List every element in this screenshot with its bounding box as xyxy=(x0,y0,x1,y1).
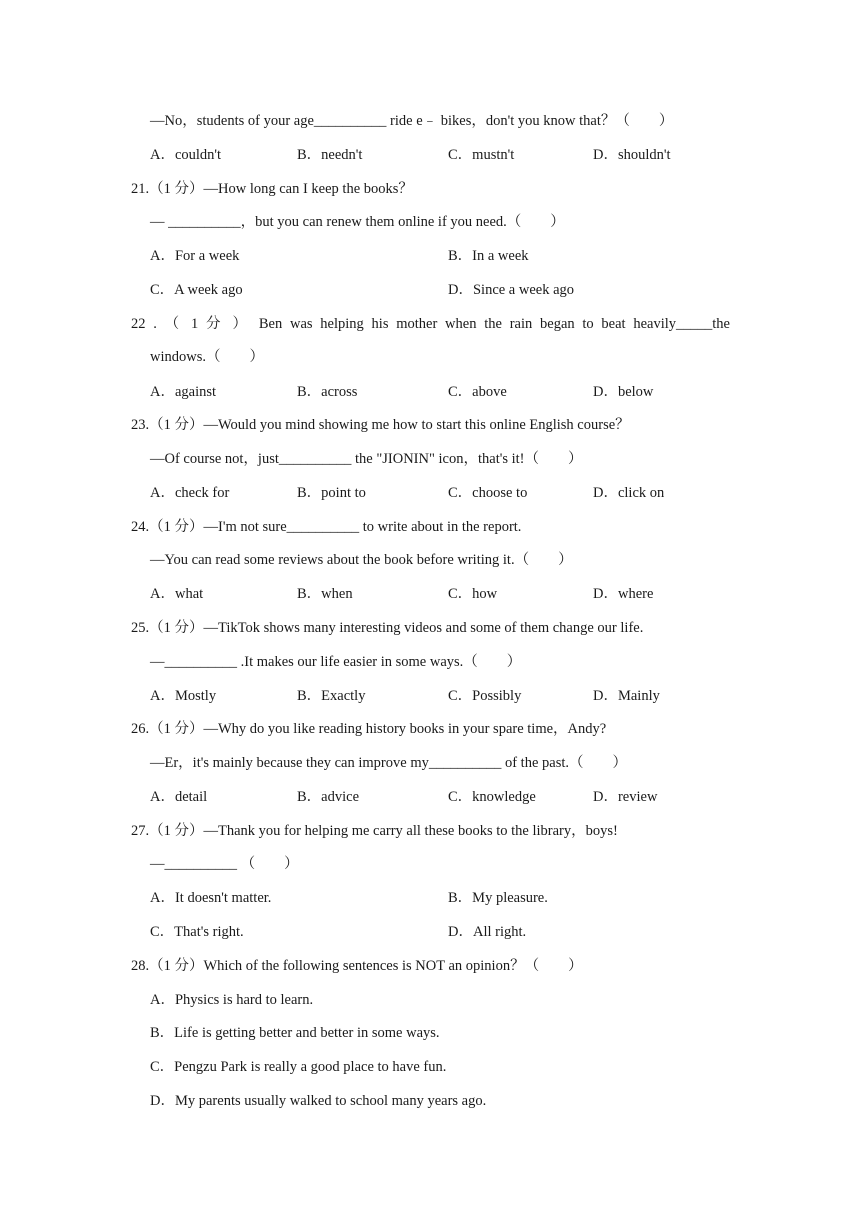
q24-option-b[interactable]: B．when xyxy=(297,586,353,602)
q21-stem-line2: — __________，but you can renew them online if you need.（ ） xyxy=(150,214,565,230)
q23-option-a[interactable]: A．check for xyxy=(150,485,230,501)
q21-option-a[interactable]: A．For a week xyxy=(150,248,240,264)
q24-stem-line2: —You can read some reviews about the book before writing it.（ ） xyxy=(150,552,573,568)
q27-option-c[interactable]: C．That's right. xyxy=(150,924,244,940)
q25-stem-line2: —__________ .It makes our life easier in some ways.（ ） xyxy=(150,654,522,670)
q21-option-d[interactable]: D．Since a week ago xyxy=(448,282,575,298)
q26-option-b[interactable]: B．advice xyxy=(297,789,360,805)
q20-option-b[interactable]: B．needn't xyxy=(297,147,363,163)
q25-stem: 25.（1 分）—TikTok shows many interesting videos and some of them change our life. xyxy=(131,620,644,636)
q23-stem-line2: —Of course not，just__________ the "JIONIN" icon，that's it!（ ） xyxy=(150,451,583,467)
q22-option-c[interactable]: C．above xyxy=(448,384,507,400)
q26-option-c[interactable]: C．knowledge xyxy=(448,789,536,805)
q24-option-d[interactable]: D．where xyxy=(593,586,654,602)
q24-option-c[interactable]: C．how xyxy=(448,586,498,602)
q22-stem-line2: windows.（ ） xyxy=(150,349,264,365)
q20-option-a[interactable]: A．couldn't xyxy=(150,147,222,163)
q25-option-c[interactable]: C．Possibly xyxy=(448,688,522,704)
q27-option-b[interactable]: B．My pleasure. xyxy=(448,890,548,906)
q26-option-a[interactable]: A．detail xyxy=(150,789,208,805)
q28-option-d[interactable]: D．My parents usually walked to school many years ago. xyxy=(150,1093,487,1109)
q23-option-c[interactable]: C．choose to xyxy=(448,485,528,501)
q20-option-c[interactable]: C．mustn't xyxy=(448,147,515,163)
q20-stem-line: —No，students of your age__________ ride e﹣ bikes，don't you know that？（ ） xyxy=(150,113,674,129)
q22-option-b[interactable]: B．across xyxy=(297,384,358,400)
q26-stem: 26.（1 分）—Why do you like reading history books in your spare time，Andy? xyxy=(131,721,607,737)
q25-option-d[interactable]: D．Mainly xyxy=(593,688,660,704)
q24-stem: 24.（1 分）—I'm not sure__________ to write about in the report. xyxy=(131,519,522,535)
q22-option-a[interactable]: A．against xyxy=(150,384,217,400)
q27-option-d[interactable]: D．All right. xyxy=(448,924,527,940)
q28-option-c[interactable]: C．Pengzu Park is really a good place to have fun. xyxy=(150,1059,447,1075)
q21-option-c[interactable]: C．A week ago xyxy=(150,282,243,298)
q21-stem: 21.（1 分）—How long can I keep the books？ xyxy=(131,181,413,197)
q28-option-a[interactable]: A．Physics is hard to learn. xyxy=(150,992,314,1008)
q21-option-b[interactable]: B．In a week xyxy=(448,248,529,264)
q28-stem: 28.（1 分）Which of the following sentences is NOT an opinion？（ ） xyxy=(131,958,583,974)
q27-stem-line2: —__________ （ ） xyxy=(150,856,299,872)
q28-option-b[interactable]: B．Life is getting better and better in some ways. xyxy=(150,1025,440,1041)
q26-option-d[interactable]: D．review xyxy=(593,789,658,805)
q27-option-a[interactable]: A．It doesn't matter. xyxy=(150,890,272,906)
q23-option-d[interactable]: D．click on xyxy=(593,485,665,501)
q22-option-d[interactable]: D．below xyxy=(593,384,654,400)
q22-stem: 22 . （ 1 分 ） Ben was helping his mother when the rain began to beat heavily_____the xyxy=(131,316,730,332)
q25-option-b[interactable]: B．Exactly xyxy=(297,688,366,704)
q23-option-b[interactable]: B．point to xyxy=(297,485,366,501)
q25-option-a[interactable]: A．Mostly xyxy=(150,688,217,704)
q20-option-d[interactable]: D．shouldn't xyxy=(593,147,671,163)
q23-stem: 23.（1 分）—Would you mind showing me how to start this online English course？ xyxy=(131,417,630,433)
q26-stem-line2: —Er，it's mainly because they can improve my__________ of the past.（ ） xyxy=(150,755,627,771)
q24-option-a[interactable]: A．what xyxy=(150,586,204,602)
q27-stem: 27.（1 分）—Thank you for helping me carry all these books to the library，boys! xyxy=(131,823,618,839)
